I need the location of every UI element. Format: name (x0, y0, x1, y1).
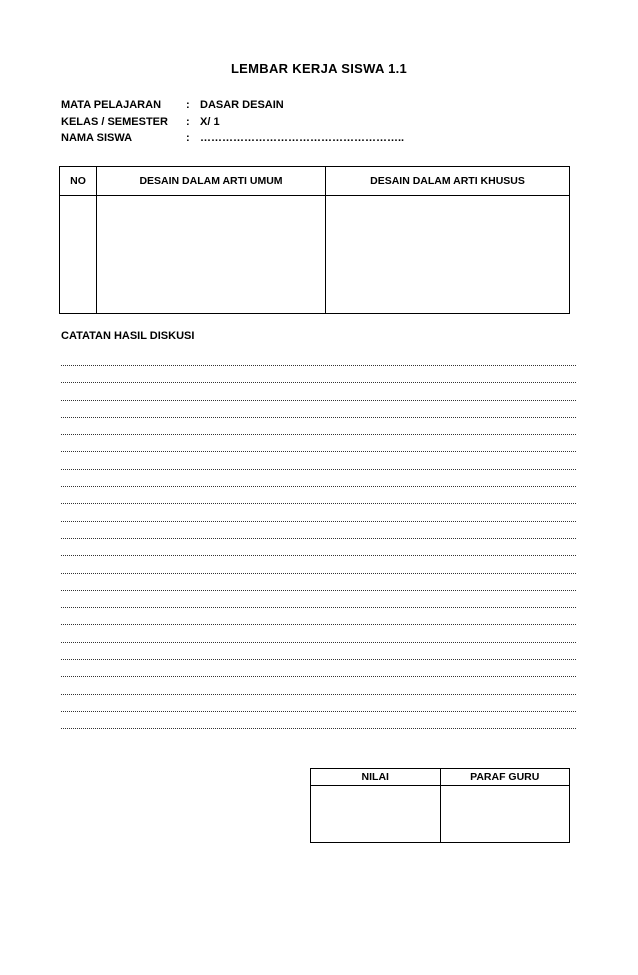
note-line[interactable] (61, 440, 576, 452)
note-line[interactable] (61, 579, 576, 591)
cell-general-design[interactable] (97, 196, 326, 314)
design-table-header-row (60, 167, 570, 196)
notes-title: CATATAN HASIL DISKUSI (61, 330, 195, 342)
info-row-class (61, 114, 404, 131)
note-line[interactable] (61, 371, 576, 383)
note-line[interactable] (61, 510, 576, 522)
header-teacher-signature: PARAF GURU (440, 769, 570, 786)
student-name-blank[interactable]: ……………………………………………….. (200, 132, 405, 144)
note-line[interactable] (61, 354, 576, 366)
info-row-student-name (61, 130, 404, 147)
grade-table-body-row (311, 786, 570, 843)
info-label: NAMA SISWA (61, 132, 133, 144)
design-table-body-row (60, 196, 570, 314)
header-general-design: DESAIN DALAM ARTI UMUM (97, 167, 326, 196)
note-line[interactable] (61, 562, 576, 574)
note-line[interactable] (61, 527, 576, 539)
note-line[interactable] (61, 544, 576, 556)
info-colon: : (186, 132, 190, 144)
student-info (61, 97, 404, 147)
header-score: NILAI (311, 769, 441, 786)
design-table (59, 166, 570, 314)
info-row-subject (61, 97, 404, 114)
info-colon: : (186, 115, 190, 128)
info-label: MATA PELAJARAN (61, 99, 162, 111)
note-line[interactable] (61, 700, 576, 712)
cell-specific-design[interactable] (326, 196, 570, 314)
cell-teacher-signature[interactable] (440, 786, 570, 843)
info-label: KELAS / SEMESTER (61, 115, 168, 128)
grade-table-header-row (311, 769, 570, 786)
info-colon: : (186, 99, 190, 111)
note-line[interactable] (61, 613, 576, 625)
cell-score[interactable] (311, 786, 441, 843)
note-line[interactable] (61, 648, 576, 660)
note-line[interactable] (61, 389, 576, 401)
note-line[interactable] (61, 717, 576, 729)
note-line[interactable] (61, 596, 576, 608)
note-line[interactable] (61, 475, 576, 487)
note-line[interactable] (61, 458, 576, 470)
note-line[interactable] (61, 492, 576, 504)
notes-lines[interactable] (61, 354, 576, 735)
note-line[interactable] (61, 406, 576, 418)
note-line[interactable] (61, 665, 576, 677)
info-value: X/ 1 (200, 115, 220, 128)
note-line[interactable] (61, 683, 576, 695)
grade-table (310, 768, 570, 843)
page-title: LEMBAR KERJA SISWA 1.1 (230, 61, 408, 76)
header-no: NO (60, 167, 97, 196)
note-line[interactable] (61, 631, 576, 643)
info-value: DASAR DESAIN (200, 99, 284, 111)
cell-no[interactable] (60, 196, 97, 314)
note-line[interactable] (61, 423, 576, 435)
header-specific-design: DESAIN DALAM ARTI KHUSUS (326, 167, 570, 196)
